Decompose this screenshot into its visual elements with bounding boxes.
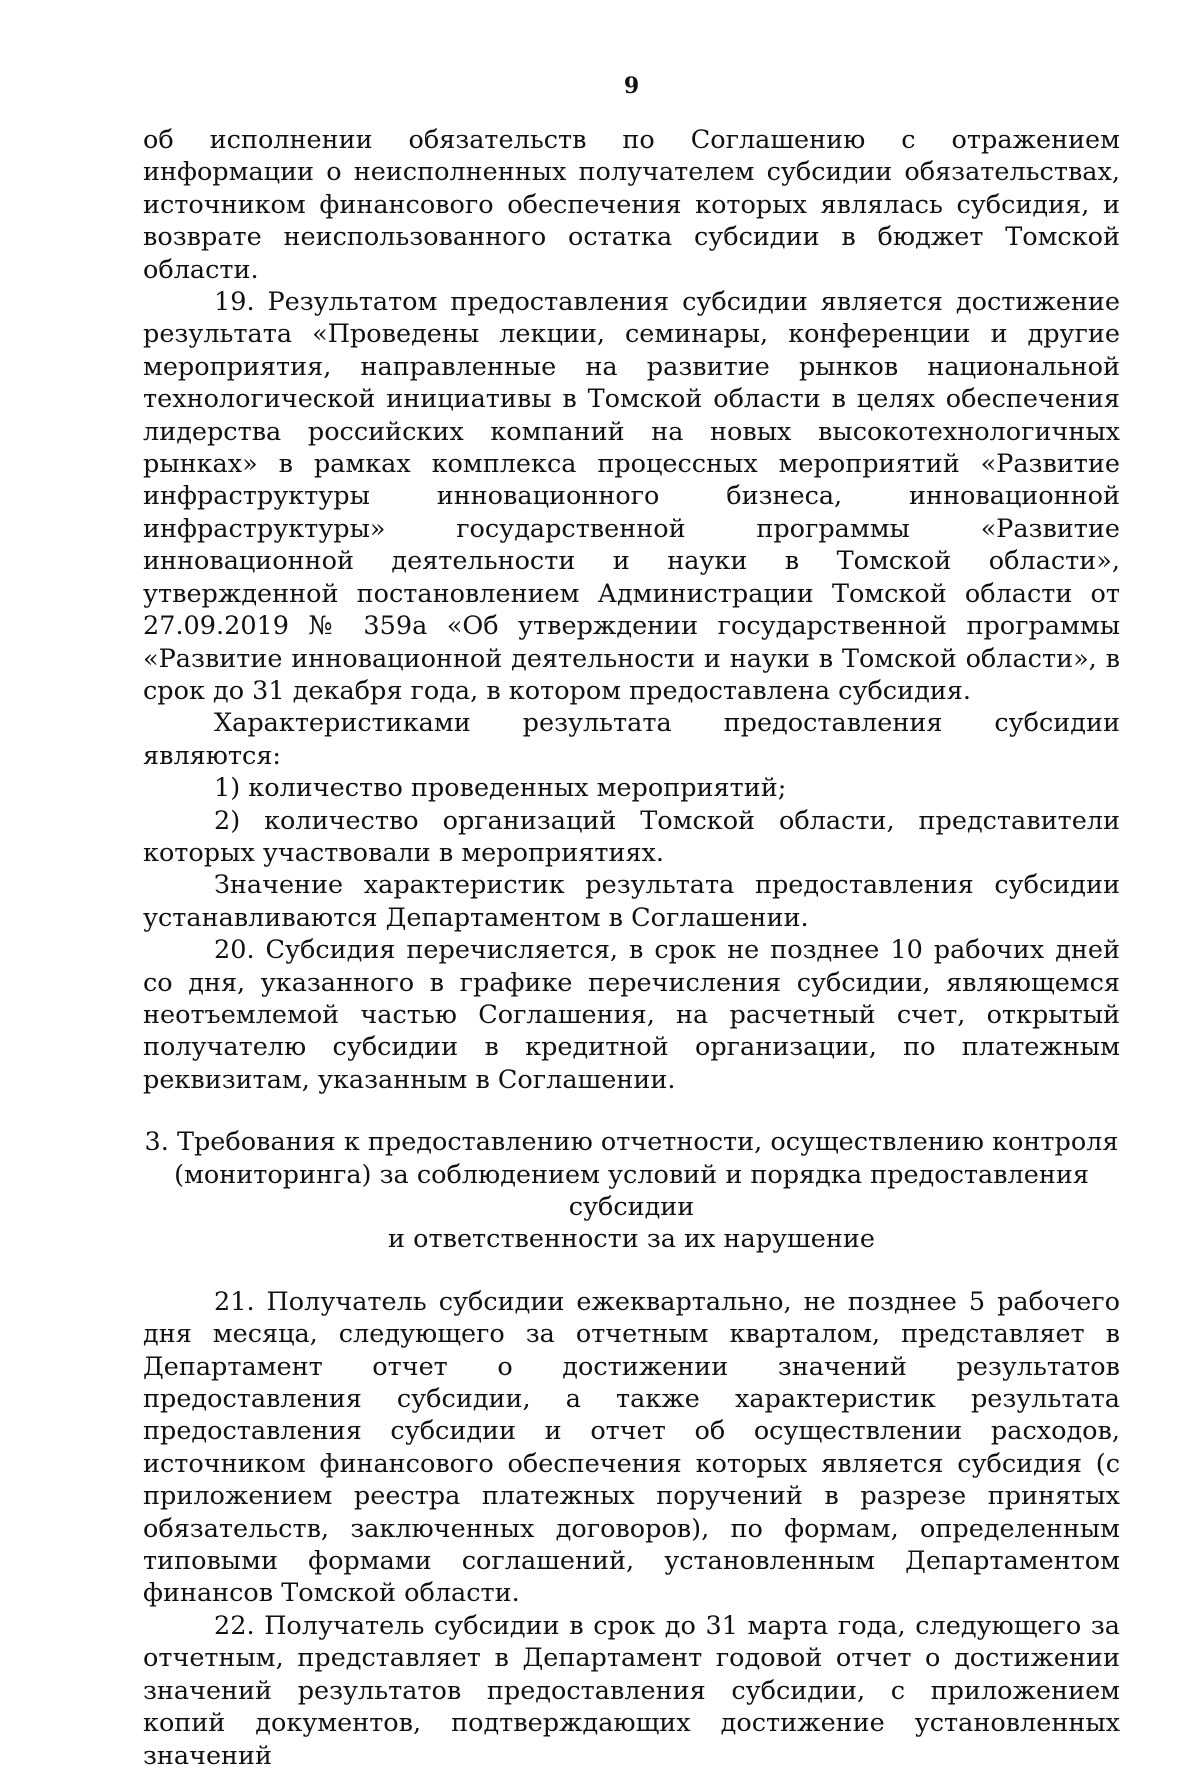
paragraph-20: 20. Субсидия перечисляется, в срок не позднее 10 рабочих дней со дня, указанного в графике перечисления субсидии, являющемся неотъемлемой частью Соглашения, на расчетный счет, открытый получателю субсидии в кредитной организации, по платежным реквизитам, указанным в Соглашении.	[143, 935, 1120, 1095]
page-number: 9	[623, 73, 640, 99]
paragraph-characteristics-values: Значение характеристик результата предоставления субсидии устанавливаются Департаментом в Соглашении.	[143, 870, 1120, 933]
section-heading-line: и ответственности за их нарушение	[388, 1224, 875, 1255]
list-item-1: 1) количество проведенных мероприятий;	[214, 773, 787, 804]
list-item-2: 2) количество организаций Томской области, представители которых участвовали в мероприятиях.	[143, 805, 1120, 868]
paragraph-continuation: об исполнении обязательств по Соглашению с отражением информации о неисполненных получателем субсидии обязательствах, источником финансового обеспечения которых являлась субсидия, и возврате неиспользованного остатка субсидии в бюджет Томской области.	[143, 125, 1120, 285]
section-heading-line: 3. Требования к предоставлению отчетности, осуществлению контроля	[144, 1127, 1119, 1158]
section-heading-line: (мониторинга) за соблюдением условий и порядка предоставления субсидии	[174, 1159, 1089, 1222]
paragraph-22: 22. Получатель субсидии в срок до 31 марта года, следующего за отчетным, представляет в Департамент годовой отчет о достижении значений результатов предоставления субсидии, с приложением копий документов, подтверждающих достижение установленных значений	[143, 1610, 1120, 1771]
document-page	[143, 70, 1120, 1772]
paragraph-21: 21. Получатель субсидии ежеквартально, не позднее 5 рабочего дня месяца, следующего за отчетным кварталом, представляет в Департамент отчет о достижении значений результатов предоставления субсидии, а также характеристик результата предоставления субсидии и отчет об осуществлении расходов, источником финансового обеспечения которых является субсидия (с приложением реестра платежных поручений в разрезе принятых обязательств, заключенных договоров), по формам, определенным типовыми формами соглашений, установленным Департаментом финансов Томской области.	[143, 1286, 1120, 1609]
paragraph-19: 19. Результатом предоставления субсидии является достижение результата «Проведены лекции, семинары, конференции и другие мероприятия, направленные на развитие рынков национальной технологической инициативы в Томской области в целях обеспечения лидерства российских компаний на новых высокотехнологичных рынках» в рамках комплекса процессных мероприятий «Развитие инфраструктуры инновационного бизнеса, инновационной инфраструктуры» государственной программы «Развитие инновационной деятельности и науки в Томской области», утвержденной постановлением Администрации Томской области от 27.09.2019 № 359а «Об утверждении государственной программы «Развитие инновационной деятельности и науки в Томской области», в срок до 31 декабря года, в котором предоставлена субсидия.	[143, 287, 1120, 706]
section-heading-3	[143, 1126, 1120, 1256]
paragraph-characteristics-intro: Характеристиками результата предоставления субсидии являются:	[143, 708, 1120, 771]
